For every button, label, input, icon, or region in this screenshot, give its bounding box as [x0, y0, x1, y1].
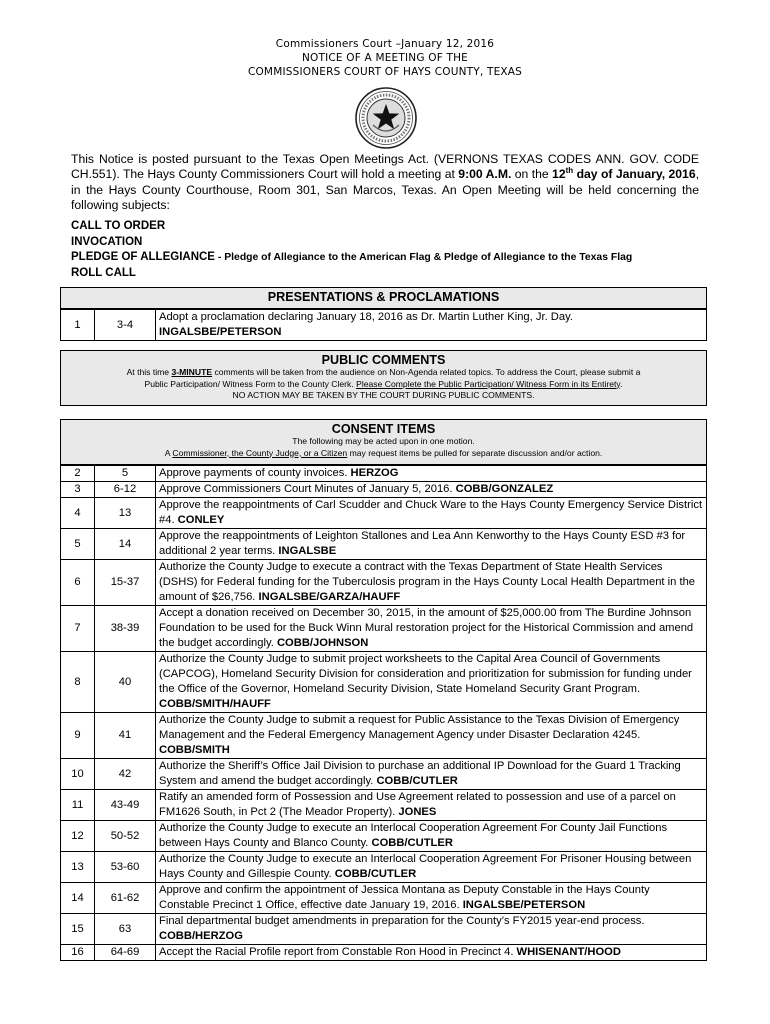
item-pages: 3-4: [95, 310, 156, 341]
item-number: 4: [61, 498, 95, 529]
call-to-order: CALL TO ORDER: [71, 220, 166, 232]
item-description-cell: [156, 606, 707, 652]
presentations-table: [60, 309, 707, 341]
item-sponsors: INGALSBE/PETERSON: [462, 899, 586, 911]
item-pages: 42: [95, 759, 156, 790]
item-description-cell: [156, 498, 707, 529]
notice-intro-paragraph: [71, 152, 699, 214]
pledge-description: - Pledge of Allegiance to the American Flag & Pledge of Allegiance to the Texas Flag: [214, 252, 633, 264]
item-description: Approve and confirm the appointment of Jessica Montana as Deputy Constable in the Hays County Constable Precinct 1 Office, effective date January 19, 2016.: [159, 884, 650, 911]
item-number: 15: [61, 914, 95, 945]
item-description-cell: [156, 759, 707, 790]
item-description-cell: [156, 852, 707, 883]
item-description: Ratify an amended form of Possession and Use Agreement related to possession and use of a parcel on FM1626 South, in Pct 2 (The Meador Property).: [159, 791, 676, 818]
item-description: Approve the reappointments of Leighton Stallones and Lea Ann Kenworthy to the Hays County ESD #3 for additional 2 year terms.: [159, 530, 686, 557]
item-number: 7: [61, 606, 95, 652]
item-description-cell: [156, 713, 707, 759]
agenda-item-row: [61, 482, 707, 498]
item-sponsors: INGALSBE/PETERSON: [159, 326, 282, 338]
item-sponsors: COBB/SMITH/HAUFF: [159, 698, 271, 710]
intro-meeting-date: January, 2016: [615, 167, 696, 182]
consent-items-section-header: [60, 419, 707, 465]
agenda-item-row: [61, 652, 707, 713]
agenda-item-row: [61, 713, 707, 759]
item-description-cell: [156, 310, 707, 341]
pledge-of-allegiance: PLEDGE OF ALLEGIANCE: [71, 251, 215, 264]
consent-items-table: [60, 465, 707, 961]
item-number: 1: [61, 310, 95, 341]
consent-note-1: The following may be acted upon in one motion.: [292, 436, 475, 446]
item-sponsors: WHISENANT/HOOD: [516, 946, 621, 958]
item-number: 9: [61, 713, 95, 759]
item-sponsors: CONLEY: [177, 514, 225, 526]
item-description-cell: [156, 790, 707, 821]
item-sponsors: HERZOG: [350, 467, 399, 479]
item-description: Final departmental budget amendments in preparation for the County’s FY2015 year-end process.: [159, 915, 645, 927]
item-sponsors: COBB/SMITH: [159, 744, 230, 756]
consent-items-title: CONSENT ITEMS: [331, 422, 436, 436]
item-pages: 5: [95, 466, 156, 482]
public-comments-note-1: At this time 3-MINUTE comments will be taken from the audience on Non-Agenda related topics. To address the Court, please submit a: [126, 367, 641, 377]
agenda-item-row: [61, 498, 707, 529]
item-pages: 41: [95, 713, 156, 759]
agenda-item-row: [61, 759, 707, 790]
item-description: Authorize the County Judge to submit a request for Public Assistance to the Texas Division of Emergency Management and the Federal Emergency Management Agency under Disaster Declaration 4245.: [159, 714, 680, 741]
item-pages: 64-69: [95, 945, 156, 961]
presentations-title: PRESENTATIONS & PROCLAMATIONS: [267, 290, 500, 304]
item-description: Authorize the County Judge to execute a contract with the Texas Department of State Health Services (DSHS) for Federal funding for the Tuberculosis program in the Hays County Local Health Department in the amount of $26,756.: [159, 561, 696, 603]
agenda-item-row: [61, 529, 707, 560]
item-description: Authorize the County Judge to execute an Interlocal Cooperation Agreement For Prisoner Housing between Hays County and Gillespie County.: [159, 853, 692, 880]
item-description: Approve Commissioners Court Minutes of January 5, 2016.: [159, 483, 456, 495]
item-sponsors: INGALSBE/GARZA/HAUFF: [258, 591, 401, 603]
agenda-item-row: [61, 945, 707, 961]
intro-text-3: , in the Hays County Courthouse, Room 301, San Marcos, Texas. An Open Meeting will be held concerning the following subjects:: [71, 167, 699, 213]
item-number: 6: [61, 560, 95, 606]
item-description-cell: [156, 482, 707, 498]
consent-note-2: A Commissioner, the County Judge, or a Citizen may request items be pulled for separate discussion and/or action.: [164, 447, 603, 458]
item-number: 10: [61, 759, 95, 790]
item-description-cell: [156, 466, 707, 482]
agenda-item-row: [61, 606, 707, 652]
opening-agenda: [71, 219, 731, 281]
item-description: Authorize the County Judge to execute an Interlocal Cooperation Agreement For County Jail Functions between Hays County and Blanco County.: [159, 822, 668, 849]
item-pages: 53-60: [95, 852, 156, 883]
item-number: 12: [61, 821, 95, 852]
intro-text-1: This Notice is posted pursuant to the Texas Open Meetings Act. (VERNONS TEXAS CODES ANN. GOV. CODE CH.551). The Hays County Commissioners Court will hold a meeting at: [71, 152, 699, 182]
item-number: 8: [61, 652, 95, 713]
item-description-cell: [156, 821, 707, 852]
item-description: Approve the reappointments of Carl Scudder and Chuck Ware to the Hays County Emergency Service District #4.: [159, 499, 703, 526]
intro-meeting-time: 9:00 A.M.: [458, 167, 512, 182]
item-pages: 15-37: [95, 560, 156, 606]
agenda-item-row: [61, 790, 707, 821]
item-sponsors: JONES: [398, 806, 437, 818]
item-sponsors: COBB/CUTLER: [371, 837, 453, 849]
public-comments-section: [60, 350, 707, 406]
item-number: 11: [61, 790, 95, 821]
item-number: 13: [61, 852, 95, 883]
item-pages: 6-12: [95, 482, 156, 498]
item-description-cell: [156, 914, 707, 945]
item-description-cell: [156, 560, 707, 606]
agenda-item-row: [61, 310, 707, 341]
item-description: Accept the Racial Profile report from Constable Ron Hood in Precinct 4.: [159, 946, 517, 958]
item-description-cell: [156, 945, 707, 961]
presentations-section-header: [60, 287, 707, 309]
public-comments-note-3: NO ACTION MAY BE TAKEN BY THE COURT DURING PUBLIC COMMENTS.: [232, 390, 535, 401]
intro-day-word: day of: [573, 167, 613, 182]
item-pages: 38-39: [95, 606, 156, 652]
item-number: 16: [61, 945, 95, 961]
agenda-item-row: [61, 560, 707, 606]
county-seal-logo: [355, 87, 417, 149]
agenda-item-row: [61, 914, 707, 945]
item-pages: 50-52: [95, 821, 156, 852]
item-description: Authorize the Sheriff’s Office Jail Division to purchase an additional IP Download for the Guard 1 Tracking System and amend the budget accordingly.: [159, 760, 681, 787]
header-notice-line: NOTICE OF A MEETING OF THE: [301, 52, 469, 64]
header-date-line: Commissioners Court –January 12, 2016: [275, 38, 495, 50]
item-description-cell: [156, 652, 707, 713]
item-sponsors: COBB/CUTLER: [334, 868, 417, 880]
item-pages: 40: [95, 652, 156, 713]
item-sponsors: COBB/GONZALEZ: [455, 483, 554, 495]
agenda-item-row: [61, 852, 707, 883]
agenda-item-row: [61, 466, 707, 482]
item-sponsors: COBB/CUTLER: [376, 775, 458, 787]
item-number: 14: [61, 883, 95, 914]
item-number: 2: [61, 466, 95, 482]
intro-day: 12: [552, 167, 566, 182]
item-pages: 43-49: [95, 790, 156, 821]
item-pages: 61-62: [95, 883, 156, 914]
item-pages: 14: [95, 529, 156, 560]
invocation: INVOCATION: [71, 235, 143, 248]
roll-call: ROLL CALL: [71, 266, 136, 279]
item-sponsors: INGALSBE: [278, 545, 337, 557]
item-pages: 13: [95, 498, 156, 529]
intro-day-suffix: th: [565, 166, 574, 176]
public-comments-title: PUBLIC COMMENTS: [321, 353, 446, 367]
item-description: Accept a donation received on December 30, 2015, in the amount of $25,000.00 from The Burdine Johnson Foundation to be used for the Buck Winn Mural restoration project for the Historical Commission and amend the budget accordingly.: [159, 607, 694, 649]
item-sponsors: COBB/HERZOG: [159, 930, 243, 942]
intro-text-2: on the: [511, 167, 553, 182]
item-description-cell: [156, 529, 707, 560]
item-pages: 63: [95, 914, 156, 945]
agenda-item-row: [61, 883, 707, 914]
item-description: Authorize the County Judge to submit project worksheets to the Capital Area Council of Governments (CAPCOG), Homeland Security Division for consideration and prioritization for submission for funding under the Office of the Governor, Homeland Security Division, State Homeland Security Grant Program.: [159, 653, 692, 695]
item-number: 5: [61, 529, 95, 560]
public-comments-note-2: Public Participation/ Witness Form to the County Clerk. Please Complete the Public Participation/ Witness Form in its Entirety.: [144, 378, 623, 389]
item-description-cell: [156, 883, 707, 914]
item-sponsors: COBB/JOHNSON: [276, 637, 369, 649]
item-number: 3: [61, 482, 95, 498]
item-description: Adopt a proclamation declaring January 18, 2016 as Dr. Martin Luther King, Jr. Day.: [159, 311, 573, 323]
header-court-line: COMMISSIONERS COURT OF HAYS COUNTY, TEXAS: [247, 66, 523, 78]
item-description: Approve payments of county invoices.: [159, 467, 351, 479]
agenda-item-row: [61, 821, 707, 852]
